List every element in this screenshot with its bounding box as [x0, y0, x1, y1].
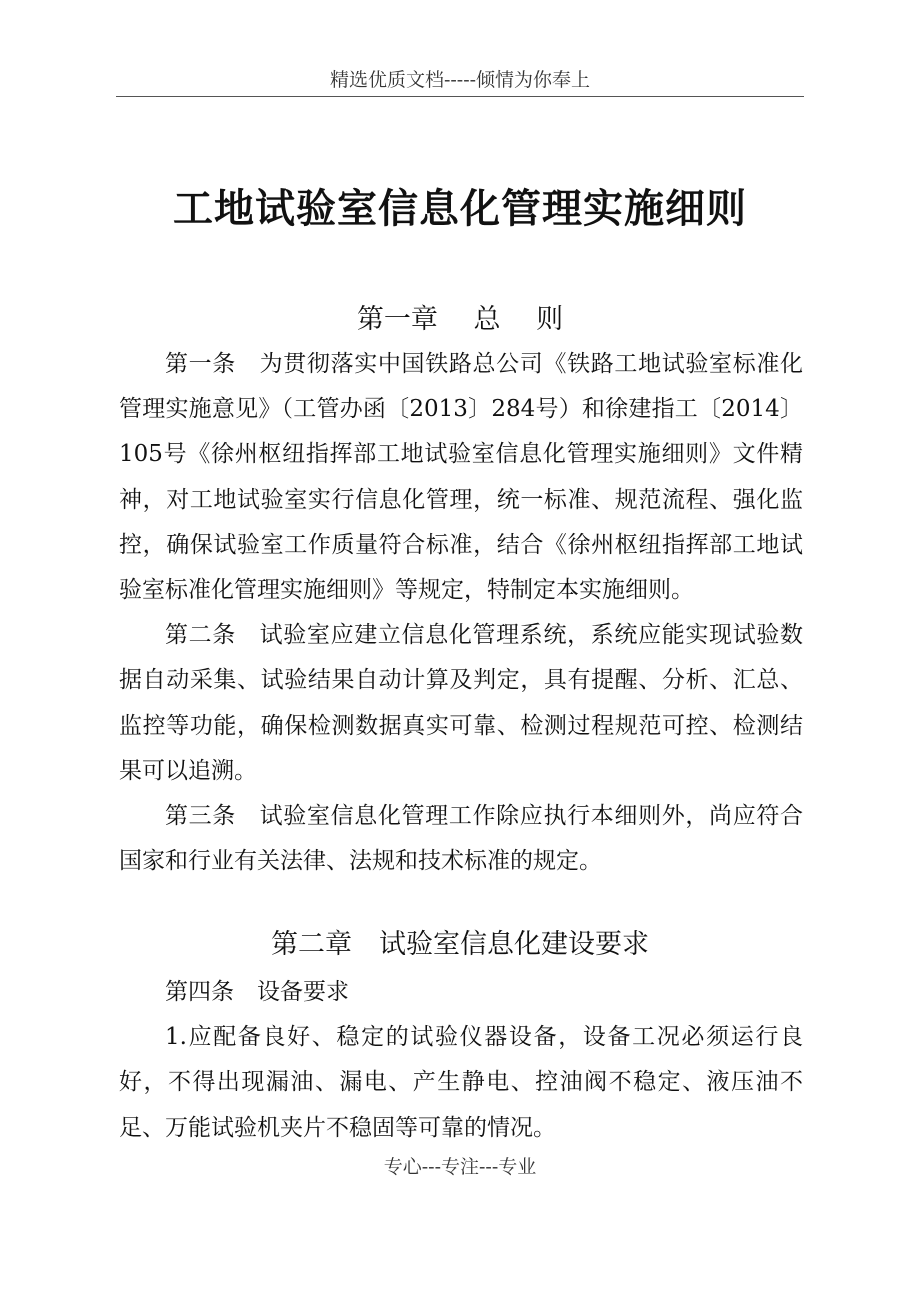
chapter-2-heading: 第二章 试验室信息化建设要求 — [271, 929, 649, 960]
document-title: 工地试验室信息化管理实施细则 — [173, 185, 747, 232]
chapter-2-body — [119, 970, 803, 1151]
header-divider — [116, 96, 804, 97]
article-2-paragraph: 第二条 试验室应建立信息化管理系统，系统应能实现试验数据自动采集、试验结果自动计算及判定，具有提醒、分析、汇总、监控等功能，确保检测数据真实可靠、检测过程规范可控、检测结果可以追溯。 — [119, 622, 803, 784]
chapter-1-heading: 第一章 总 则 — [356, 304, 564, 335]
article-3-paragraph: 第三条 试验室信息化管理工作除应执行本细则外，尚应符合国家和行业有关法律、法规和技术标准的规定。 — [119, 803, 803, 875]
page-footer: 专心---专注---专业 — [383, 1156, 537, 1178]
article-1-paragraph: 第一条 为贯彻落实中国铁路总公司《铁路工地试验室标准化管理实施意见》（工管办函〔2013〕284号）和徐建指工〔2014〕105号《徐州枢纽指挥部工地试验室信息化管理实施细则》文件精神，对工地试验室实行信息化管理，统一标准、规范流程、强化监控，确保试验室工作质量符合标准，结合《徐州枢纽指挥部工地试验室标准化管理实施细则》等规定，特制定本实施细则。 — [119, 351, 803, 604]
article-4-item-1: 1.应配备良好、稳定的试验仪器设备，设备工况必须运行良好，不得出现漏油、漏电、产生静电、控油阀不稳定、液压油不足、万能试验机夹片不稳固等可靠的情况。 — [119, 1024, 803, 1141]
page-header: 精选优质文档-----倾情为你奉上 — [329, 69, 591, 91]
chapter-1-body — [119, 342, 803, 884]
article-4-heading: 第四条 设备要求 — [165, 979, 349, 1005]
